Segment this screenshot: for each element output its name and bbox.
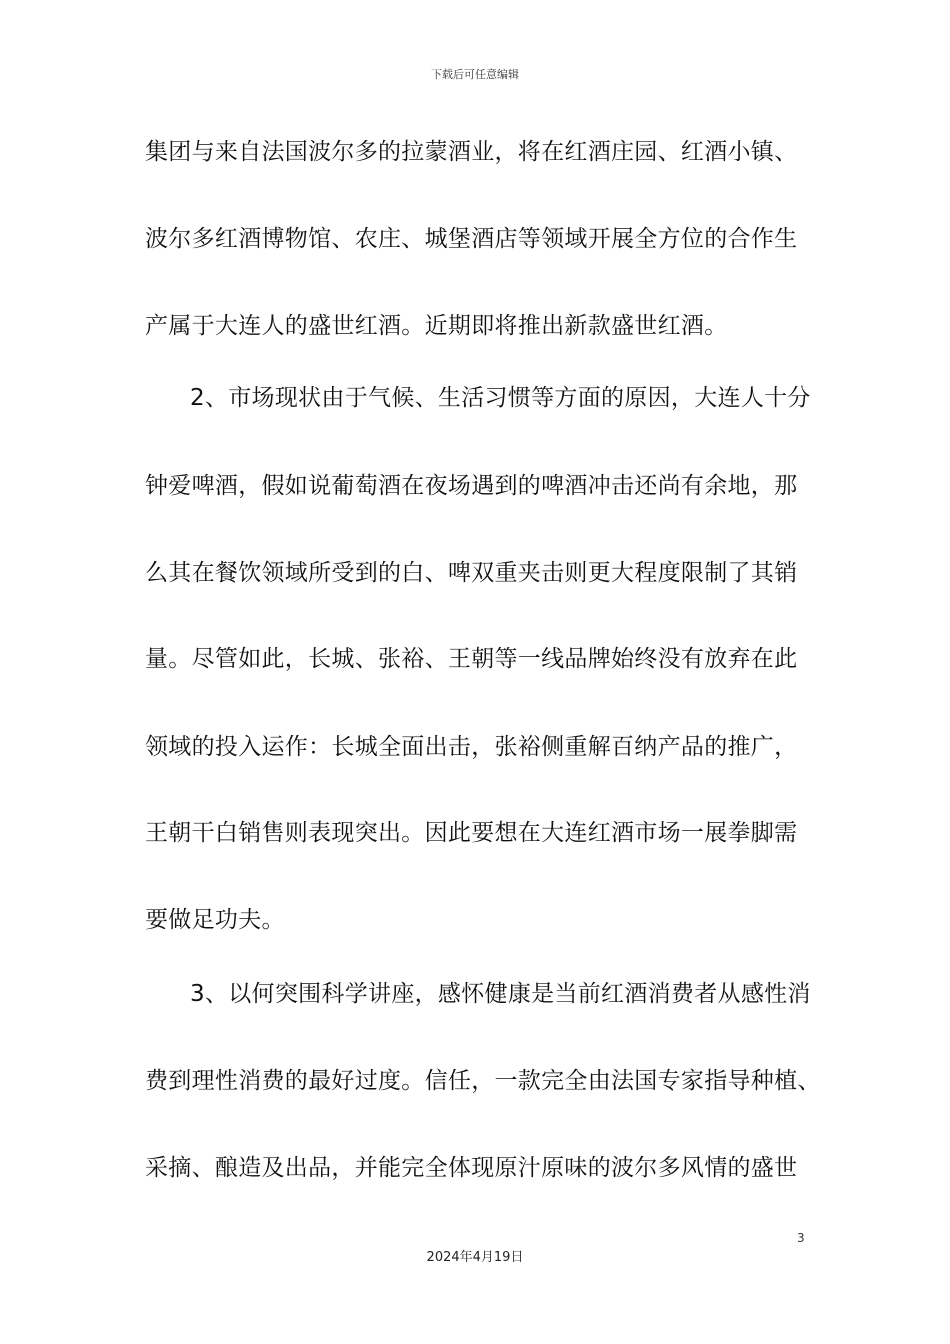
page-number: 3	[797, 1231, 805, 1245]
body-line: 要做足功夫。	[145, 907, 285, 933]
body-line: 领域的投入运作：长城全面出击，张裕侧重解百纳产品的推广，	[145, 734, 798, 760]
body-line: 王朝干白销售则表现突出。因此要想在大连红酒市场一展拳脚需	[145, 820, 798, 846]
body-line: 3、以何突围科学讲座，感怀健康是当前红酒消费者从感性消	[190, 981, 811, 1007]
body-line: 采摘、酿造及出品，并能完全体现原汁原味的波尔多风情的盛世	[145, 1155, 798, 1181]
footer-date: 2024年4月19日	[426, 1250, 524, 1265]
body-line: 量。尽管如此，长城、张裕、王朝等一线品牌始终没有放弃在此	[145, 646, 798, 672]
body-line: 钟爱啤酒，假如说葡萄酒在夜场遇到的啤酒冲击还尚有余地，那	[145, 473, 798, 499]
body-line: 波尔多红酒博物馆、农庄、城堡酒店等领域开展全方位的合作生	[145, 226, 798, 252]
body-line: 2、市场现状由于气候、生活习惯等方面的原因，大连人十分	[190, 385, 811, 411]
header-note: 下载后可任意编辑	[431, 68, 519, 81]
body-line: 产属于大连人的盛世红酒。近期即将推出新款盛世红酒。	[145, 313, 728, 339]
body-line: 么其在餐饮领域所受到的白、啤双重夹击则更大程度限制了其销	[145, 560, 798, 586]
body-line: 集团与来自法国波尔多的拉蒙酒业，将在红酒庄园、红酒小镇、	[145, 139, 798, 165]
body-line: 费到理性消费的最好过度。信任，一款完全由法国专家指导种植、	[145, 1068, 821, 1094]
